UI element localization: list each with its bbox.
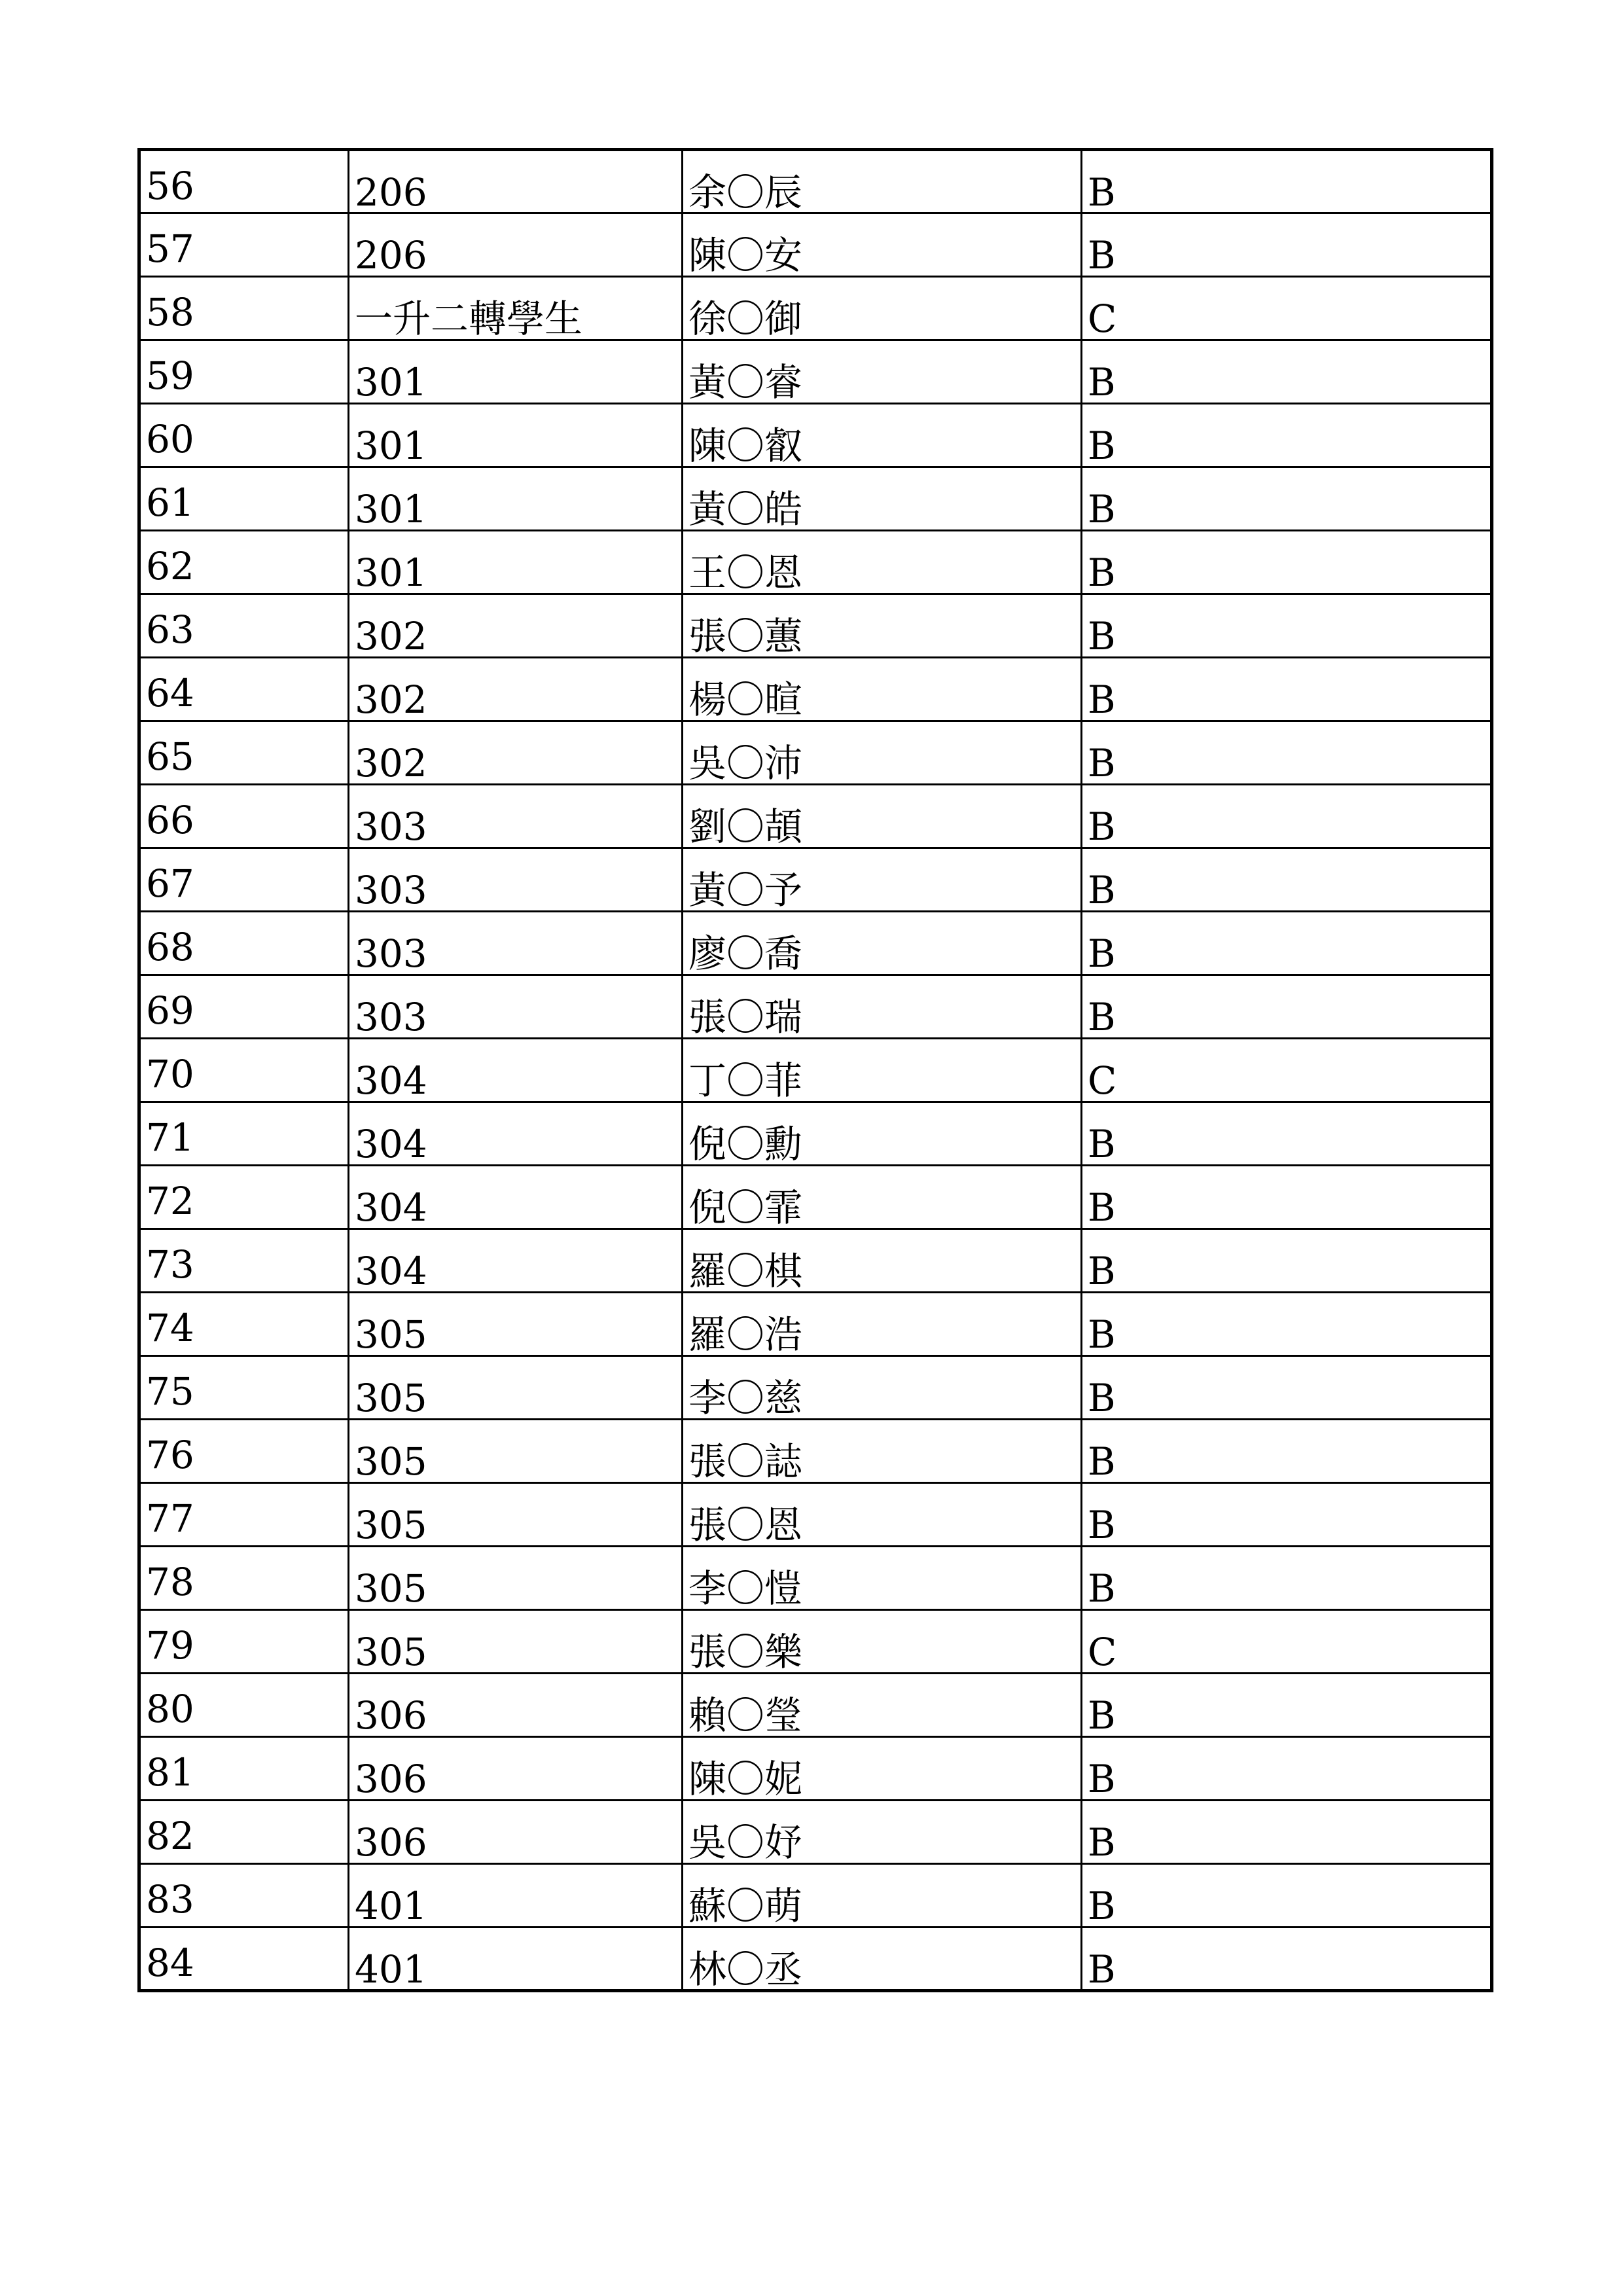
class-cell: 304 [349, 1039, 683, 1102]
student-name-cell: 劉〇頡 [683, 785, 1082, 848]
table-row [139, 658, 1492, 721]
student-name-cell: 吳〇沛 [683, 721, 1082, 785]
student-name-cell: 張〇誌 [683, 1420, 1082, 1483]
roster-table-body [139, 150, 1492, 1991]
class-cell: 302 [349, 594, 683, 658]
student-name-cell: 李〇愷 [683, 1547, 1082, 1610]
grade-cell: B [1082, 213, 1492, 277]
row-number-cell: 75 [139, 1356, 349, 1420]
grade-cell: B [1082, 467, 1492, 531]
student-name-cell: 黃〇睿 [683, 340, 1082, 404]
class-cell: 305 [349, 1483, 683, 1547]
grade-cell: B [1082, 1864, 1492, 1928]
class-cell: 305 [349, 1356, 683, 1420]
grade-cell: B [1082, 1293, 1492, 1356]
table-row [139, 340, 1492, 404]
roster-table [137, 148, 1493, 1992]
grade-cell: B [1082, 594, 1492, 658]
class-cell: 305 [349, 1293, 683, 1356]
table-row [139, 1864, 1492, 1928]
table-row [139, 150, 1492, 213]
class-cell: 一升二轉學生 [349, 277, 683, 340]
table-row [139, 277, 1492, 340]
grade-cell: B [1082, 1420, 1492, 1483]
table-row [139, 1229, 1492, 1293]
table-row [139, 1293, 1492, 1356]
student-name-cell: 張〇樂 [683, 1610, 1082, 1674]
row-number-cell: 61 [139, 467, 349, 531]
class-cell: 206 [349, 150, 683, 213]
class-cell: 306 [349, 1737, 683, 1801]
table-row [139, 1039, 1492, 1102]
student-name-cell: 林〇丞 [683, 1928, 1082, 1991]
table-row [139, 467, 1492, 531]
row-number-cell: 82 [139, 1801, 349, 1864]
class-cell: 305 [349, 1610, 683, 1674]
table-row [139, 1674, 1492, 1737]
grade-cell: B [1082, 1166, 1492, 1229]
class-cell: 304 [349, 1102, 683, 1166]
student-name-cell: 羅〇棋 [683, 1229, 1082, 1293]
student-name-cell: 賴〇瑩 [683, 1674, 1082, 1737]
row-number-cell: 64 [139, 658, 349, 721]
student-name-cell: 張〇瑞 [683, 975, 1082, 1039]
row-number-cell: 83 [139, 1864, 349, 1928]
student-name-cell: 黃〇皓 [683, 467, 1082, 531]
student-name-cell: 張〇恩 [683, 1483, 1082, 1547]
grade-cell: B [1082, 1102, 1492, 1166]
row-number-cell: 78 [139, 1547, 349, 1610]
grade-cell: B [1082, 912, 1492, 975]
grade-cell: B [1082, 658, 1492, 721]
student-name-cell: 丁〇菲 [683, 1039, 1082, 1102]
table-row [139, 594, 1492, 658]
class-cell: 401 [349, 1928, 683, 1991]
table-row [139, 1547, 1492, 1610]
row-number-cell: 58 [139, 277, 349, 340]
row-number-cell: 71 [139, 1102, 349, 1166]
table-row [139, 1801, 1492, 1864]
class-cell: 302 [349, 658, 683, 721]
table-row [139, 912, 1492, 975]
row-number-cell: 79 [139, 1610, 349, 1674]
row-number-cell: 56 [139, 150, 349, 213]
grade-cell: B [1082, 1737, 1492, 1801]
class-cell: 206 [349, 213, 683, 277]
table-row [139, 404, 1492, 467]
grade-cell: B [1082, 848, 1492, 912]
class-cell: 303 [349, 785, 683, 848]
table-row [139, 1102, 1492, 1166]
row-number-cell: 67 [139, 848, 349, 912]
grade-cell: B [1082, 1928, 1492, 1991]
student-name-cell: 羅〇浩 [683, 1293, 1082, 1356]
row-number-cell: 76 [139, 1420, 349, 1483]
row-number-cell: 84 [139, 1928, 349, 1991]
class-cell: 305 [349, 1547, 683, 1610]
class-cell: 302 [349, 721, 683, 785]
row-number-cell: 59 [139, 340, 349, 404]
student-name-cell: 徐〇御 [683, 277, 1082, 340]
student-name-cell: 李〇慈 [683, 1356, 1082, 1420]
class-cell: 306 [349, 1674, 683, 1737]
table-row [139, 785, 1492, 848]
grade-cell: B [1082, 1356, 1492, 1420]
student-name-cell: 廖〇喬 [683, 912, 1082, 975]
grade-cell: B [1082, 1483, 1492, 1547]
row-number-cell: 77 [139, 1483, 349, 1547]
row-number-cell: 74 [139, 1293, 349, 1356]
grade-cell: B [1082, 404, 1492, 467]
row-number-cell: 65 [139, 721, 349, 785]
table-row [139, 1356, 1492, 1420]
class-cell: 303 [349, 848, 683, 912]
row-number-cell: 73 [139, 1229, 349, 1293]
student-name-cell: 陳〇妮 [683, 1737, 1082, 1801]
class-cell: 401 [349, 1864, 683, 1928]
table-row [139, 848, 1492, 912]
student-name-cell: 吳〇妤 [683, 1801, 1082, 1864]
row-number-cell: 62 [139, 531, 349, 594]
class-cell: 303 [349, 912, 683, 975]
table-row [139, 1420, 1492, 1483]
class-cell: 304 [349, 1166, 683, 1229]
row-number-cell: 63 [139, 594, 349, 658]
grade-cell: B [1082, 150, 1492, 213]
grade-cell: B [1082, 1674, 1492, 1737]
class-cell: 306 [349, 1801, 683, 1864]
table-row [139, 1610, 1492, 1674]
row-number-cell: 69 [139, 975, 349, 1039]
table-row [139, 1737, 1492, 1801]
class-cell: 301 [349, 340, 683, 404]
grade-cell: C [1082, 1610, 1492, 1674]
table-row [139, 1166, 1492, 1229]
table-row [139, 975, 1492, 1039]
class-cell: 303 [349, 975, 683, 1039]
class-cell: 305 [349, 1420, 683, 1483]
row-number-cell: 57 [139, 213, 349, 277]
grade-cell: B [1082, 1801, 1492, 1864]
student-name-cell: 余〇辰 [683, 150, 1082, 213]
grade-cell: B [1082, 975, 1492, 1039]
row-number-cell: 81 [139, 1737, 349, 1801]
class-cell: 301 [349, 404, 683, 467]
student-name-cell: 黃〇予 [683, 848, 1082, 912]
grade-cell: C [1082, 277, 1492, 340]
grade-cell: B [1082, 1547, 1492, 1610]
student-name-cell: 陳〇安 [683, 213, 1082, 277]
class-cell: 301 [349, 531, 683, 594]
row-number-cell: 66 [139, 785, 349, 848]
student-name-cell: 陳〇叡 [683, 404, 1082, 467]
table-row [139, 721, 1492, 785]
grade-cell: B [1082, 785, 1492, 848]
grade-cell: B [1082, 1229, 1492, 1293]
row-number-cell: 60 [139, 404, 349, 467]
class-cell: 301 [349, 467, 683, 531]
grade-cell: B [1082, 340, 1492, 404]
table-row [139, 1483, 1492, 1547]
table-row [139, 213, 1492, 277]
student-name-cell: 王〇恩 [683, 531, 1082, 594]
student-name-cell: 倪〇霏 [683, 1166, 1082, 1229]
grade-cell: B [1082, 531, 1492, 594]
class-cell: 304 [349, 1229, 683, 1293]
student-name-cell: 蘇〇萌 [683, 1864, 1082, 1928]
row-number-cell: 72 [139, 1166, 349, 1229]
student-name-cell: 倪〇勳 [683, 1102, 1082, 1166]
table-row [139, 1928, 1492, 1991]
student-name-cell: 張〇蕙 [683, 594, 1082, 658]
student-name-cell: 楊〇暄 [683, 658, 1082, 721]
grade-cell: B [1082, 721, 1492, 785]
row-number-cell: 70 [139, 1039, 349, 1102]
row-number-cell: 80 [139, 1674, 349, 1737]
grade-cell: C [1082, 1039, 1492, 1102]
row-number-cell: 68 [139, 912, 349, 975]
table-row [139, 531, 1492, 594]
